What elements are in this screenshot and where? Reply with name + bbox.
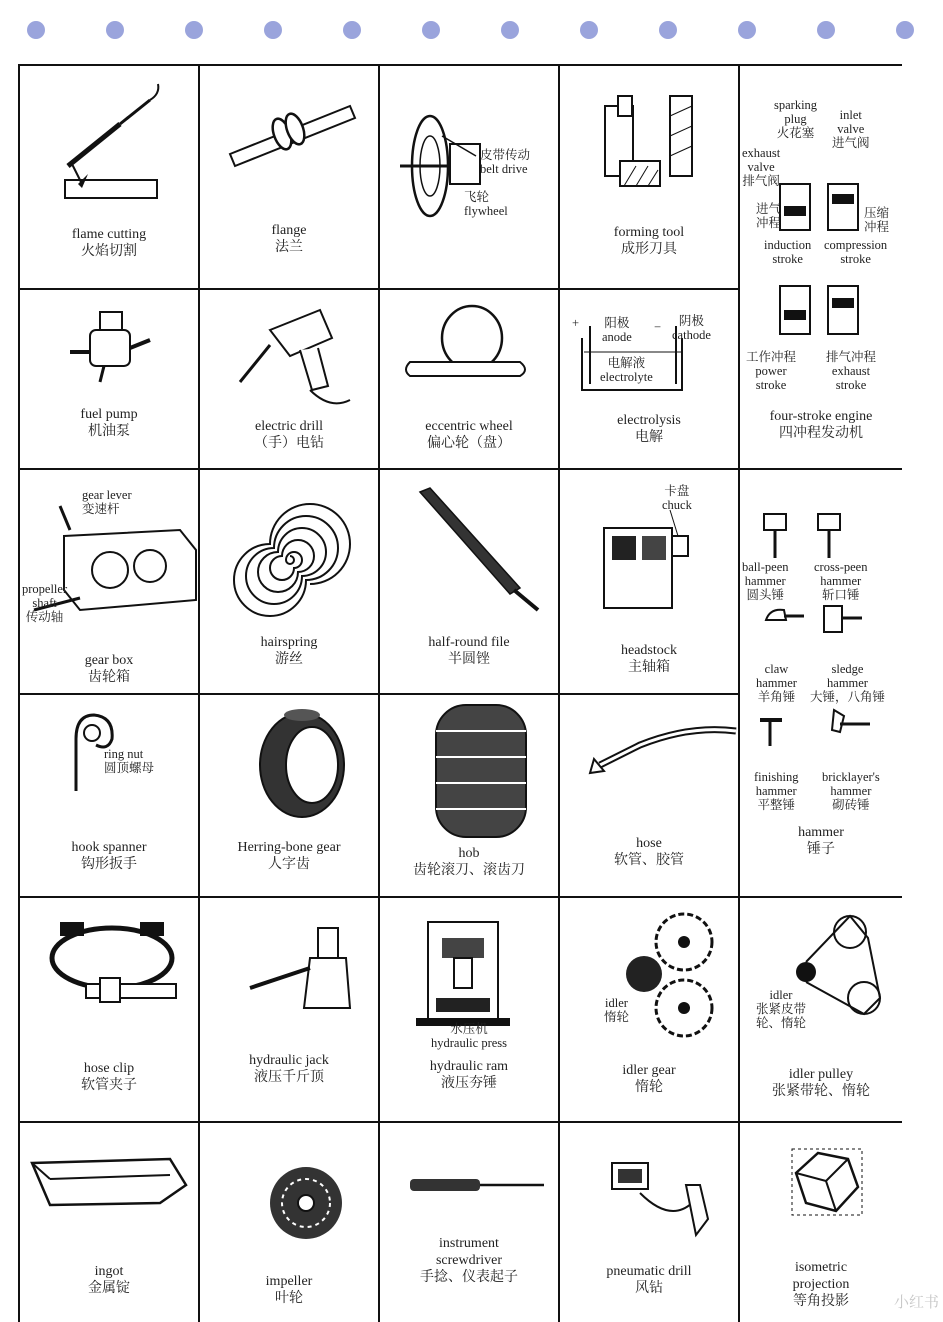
term-chinese: 锤子 xyxy=(807,842,835,857)
term-english: fuel pump xyxy=(80,407,138,422)
cell-flange xyxy=(200,66,378,288)
label-text: finishing xyxy=(754,770,799,784)
cell-headstock xyxy=(560,470,738,693)
label-text: 阴极 xyxy=(678,314,704,328)
cell-fuel-pump xyxy=(20,290,198,468)
cell-hose xyxy=(560,695,738,896)
binder-hole xyxy=(817,21,835,39)
term-chinese: 成形刀具 xyxy=(621,242,677,257)
cell-hob xyxy=(380,695,558,896)
label-text: 变速杆 xyxy=(82,502,120,516)
power-stroke-label xyxy=(746,350,796,392)
label-text: 电解液 xyxy=(607,356,646,370)
label-text: + xyxy=(572,316,580,330)
binder-hole xyxy=(659,21,677,39)
label-text: − xyxy=(654,320,662,334)
label-text: stroke xyxy=(840,252,871,266)
label-text: stroke xyxy=(835,378,867,392)
term-caption xyxy=(200,418,378,452)
term-english: idler pulley xyxy=(788,1067,854,1082)
label-text: 卡盘 xyxy=(664,484,690,498)
binder-hole xyxy=(896,21,914,39)
term-caption xyxy=(20,1263,198,1297)
term-chinese: 张紧带轮、惰轮 xyxy=(772,1084,870,1099)
ring-nut-label xyxy=(104,747,154,775)
term-chinese: （手）电钻 xyxy=(254,436,324,451)
label-text: exhaust xyxy=(742,146,781,160)
label-text: 压缩 xyxy=(864,206,890,220)
label-text: 进气 xyxy=(756,202,782,216)
term-chinese: 手捻、仪表起子 xyxy=(420,1270,518,1285)
term-english: half-round file xyxy=(428,635,510,650)
label-text: 大锤，八角锤 xyxy=(810,690,886,704)
term-caption xyxy=(740,824,902,858)
cell-eccentric-wheel xyxy=(380,290,558,468)
screwdriver-illustration xyxy=(380,1123,558,1322)
cell-herringbone-gear xyxy=(200,695,378,896)
label-text: hammer xyxy=(756,676,797,690)
term-chinese: 液压夯锤 xyxy=(441,1076,497,1091)
label-text: 斩口锤 xyxy=(821,588,860,602)
binder-hole xyxy=(264,21,282,39)
term-caption xyxy=(20,406,198,440)
binder-hole xyxy=(185,21,203,39)
sledge-hammer-label xyxy=(810,662,885,704)
label-text: sledge xyxy=(831,662,864,676)
cell-hose-clip xyxy=(20,898,198,1121)
compression-zh-label xyxy=(864,206,889,234)
label-text: 羊角锤 xyxy=(757,690,796,704)
compression-stroke-label xyxy=(824,238,887,266)
cell-flywheel xyxy=(380,66,558,288)
label-text: belt drive xyxy=(480,162,528,176)
exhaust-stroke-label xyxy=(826,350,876,392)
label-text: 排气阀 xyxy=(742,174,780,188)
term-caption xyxy=(740,1066,902,1100)
binder-hole xyxy=(106,21,124,39)
cell-hydraulic-press xyxy=(380,898,558,1121)
term-chinese: 齿轮箱 xyxy=(88,670,130,685)
term-caption xyxy=(20,1060,198,1094)
label-text: cross-peen xyxy=(814,560,868,574)
term-caption xyxy=(560,1062,738,1096)
claw-hammer-label xyxy=(756,662,797,704)
label-text: stroke xyxy=(772,252,803,266)
minus-sign xyxy=(654,320,661,334)
term-caption xyxy=(380,1058,558,1092)
term-chinese: 主轴箱 xyxy=(628,660,670,675)
term-chinese: 惰轮 xyxy=(635,1080,663,1095)
term-english: hammer xyxy=(798,825,844,840)
label-text: 进气阀 xyxy=(832,136,870,150)
term-english: hydraulic jack xyxy=(249,1053,329,1068)
label-text: 皮带传动 xyxy=(480,148,531,162)
term-chinese: 齿轮滚刀、滚齿刀 xyxy=(413,863,525,878)
hydraulic-jack-illustration xyxy=(200,898,378,1121)
label-text: 张紧皮带 xyxy=(756,1002,807,1016)
cell-electrolysis xyxy=(560,290,738,468)
cell-screwdriver xyxy=(380,1123,558,1322)
label-text: claw xyxy=(764,662,789,676)
label-text: electrolyte xyxy=(600,370,653,384)
label-text: sparking xyxy=(774,98,818,112)
gear-lever-label xyxy=(82,488,132,516)
term-chinese: 半圆锉 xyxy=(448,652,490,667)
label-text: 工作冲程 xyxy=(746,350,797,364)
cell-hammer xyxy=(740,470,902,896)
term-chinese: 法兰 xyxy=(275,240,303,255)
bricklayers-hammer-label xyxy=(822,770,880,812)
hydraulic-press-label xyxy=(380,1022,558,1050)
term-chinese: 机油泵 xyxy=(88,424,130,439)
plus-sign xyxy=(572,316,579,330)
term-caption xyxy=(380,845,558,879)
term-chinese: 人字齿 xyxy=(268,857,310,872)
label-text: cathode xyxy=(672,328,711,342)
belt-drive-label xyxy=(480,148,530,176)
inlet-valve-label xyxy=(832,108,870,150)
term-chinese: 火焰切割 xyxy=(81,244,137,259)
label-text: ring nut xyxy=(104,747,144,761)
term-english: projection xyxy=(792,1277,850,1292)
cell-half-round-file xyxy=(380,470,558,693)
term-chinese: 偏心轮（盘） xyxy=(427,436,511,451)
term-caption xyxy=(200,634,378,668)
label-text: 冲程 xyxy=(864,220,890,234)
term-chinese: 钩形扳手 xyxy=(81,857,137,872)
term-caption xyxy=(560,835,738,869)
term-english: isometric xyxy=(794,1260,848,1275)
label-text: 圆顶螺母 xyxy=(104,761,155,775)
term-english: hose clip xyxy=(83,1061,135,1076)
term-chinese: 软管、胶管 xyxy=(614,853,684,868)
term-caption xyxy=(200,1273,378,1307)
term-english: idler gear xyxy=(622,1063,676,1078)
label-text: stroke xyxy=(755,378,787,392)
term-english: pneumatic drill xyxy=(606,1264,692,1279)
label-text: 惰轮 xyxy=(604,1010,630,1024)
label-text: inlet xyxy=(839,108,862,122)
label-text: valve xyxy=(837,122,865,136)
label-text: hammer xyxy=(820,574,862,588)
cell-forming-tool xyxy=(560,66,738,288)
term-english: headstock xyxy=(621,643,677,658)
term-chinese: 软管夹子 xyxy=(81,1078,137,1093)
fuel-pump-illustration xyxy=(20,290,198,468)
term-caption xyxy=(20,839,198,873)
label-text: 传动轴 xyxy=(25,610,64,624)
label-text: 平整锤 xyxy=(757,798,795,812)
induction-zh-label xyxy=(756,202,781,230)
exhaust-valve-label xyxy=(742,146,780,188)
label-text: 火花塞 xyxy=(776,126,815,140)
term-chinese: 等角投影 xyxy=(793,1294,849,1309)
label-text: gear lever xyxy=(82,488,132,502)
term-english: hob xyxy=(458,846,480,861)
term-english: hydraulic ram xyxy=(429,1059,509,1074)
term-caption xyxy=(740,1259,902,1310)
term-caption xyxy=(200,1052,378,1086)
term-caption xyxy=(200,222,378,256)
term-chinese: 游丝 xyxy=(275,652,303,667)
label-text: 轮、惰轮 xyxy=(756,1016,807,1030)
binder-hole xyxy=(738,21,756,39)
cell-four-stroke-engine xyxy=(740,66,902,468)
term-caption xyxy=(200,839,378,873)
label-text: 砌砖锤 xyxy=(832,798,870,812)
term-chinese: 四冲程发动机 xyxy=(779,426,863,441)
term-english: flame cutting xyxy=(71,227,147,242)
binder-holes xyxy=(0,0,943,60)
cell-hairspring xyxy=(200,470,378,693)
label-text: 阳极 xyxy=(604,316,630,330)
cell-pneumatic-drill xyxy=(560,1123,738,1322)
term-english: electrolysis xyxy=(617,413,681,428)
label-text: ball-peen xyxy=(742,560,789,574)
term-english: hook spanner xyxy=(71,840,147,855)
label-text: hammer xyxy=(755,784,797,798)
cell-ingot xyxy=(20,1123,198,1322)
label-text: compression xyxy=(824,238,888,252)
label-text: anode xyxy=(602,330,632,344)
label-text: exhaust xyxy=(831,364,871,378)
term-english: flange xyxy=(271,223,307,238)
cathode-label xyxy=(672,314,711,342)
label-text: flywheel xyxy=(464,204,508,218)
cross-peen-label xyxy=(814,560,867,602)
term-chinese: 金属锭 xyxy=(88,1281,130,1296)
term-english: forming tool xyxy=(613,225,685,240)
ball-peen-label xyxy=(742,560,789,602)
cell-hydraulic-jack xyxy=(200,898,378,1121)
label-text: valve xyxy=(747,160,775,174)
anode-label xyxy=(602,316,632,344)
cell-isometric-projection xyxy=(740,1123,902,1322)
term-english: gear box xyxy=(84,653,134,668)
term-caption xyxy=(560,1263,738,1297)
term-caption xyxy=(20,652,198,686)
label-text: 排气冲程 xyxy=(826,350,877,364)
label-text: hammer xyxy=(830,784,872,798)
propeller-shaft-label xyxy=(22,582,67,624)
label-text: power xyxy=(755,364,787,378)
term-caption xyxy=(380,634,558,668)
binder-hole xyxy=(27,21,45,39)
cell-idler-gear xyxy=(560,898,738,1121)
electrolyte-label xyxy=(600,356,653,384)
induction-stroke-label xyxy=(764,238,811,266)
cell-flame-cutting xyxy=(20,66,198,288)
term-english: screwdriver xyxy=(435,1253,503,1268)
label-text: chuck xyxy=(662,498,692,512)
idler-pulley-label xyxy=(756,988,806,1030)
idler-label xyxy=(604,996,629,1024)
term-english: hose xyxy=(636,836,662,851)
binder-hole xyxy=(580,21,598,39)
chuck-label xyxy=(662,484,692,512)
cell-idler-pulley xyxy=(740,898,902,1121)
label-text: idler xyxy=(605,996,628,1010)
watermark: 小红书 xyxy=(893,1293,939,1311)
cell-impeller xyxy=(200,1123,378,1322)
label-text: hydraulic press xyxy=(430,1036,508,1050)
term-english: electric drill xyxy=(254,419,324,434)
term-english: hairspring xyxy=(260,635,318,650)
binder-hole xyxy=(343,21,361,39)
term-caption xyxy=(560,412,738,446)
term-chinese: 风钻 xyxy=(635,1281,663,1296)
term-chinese: 电解 xyxy=(635,430,663,445)
label-text: hammer xyxy=(827,676,868,690)
glossary-grid xyxy=(18,64,902,1322)
term-chinese: 叶轮 xyxy=(275,1291,303,1306)
term-english: Herring-bone gear xyxy=(237,840,341,855)
term-caption xyxy=(380,418,558,452)
term-english: ingot xyxy=(94,1264,124,1279)
term-english: instrument xyxy=(439,1236,499,1251)
cell-electric-drill xyxy=(200,290,378,468)
label-text: 水压机 xyxy=(450,1022,488,1036)
label-text: idler xyxy=(769,988,793,1002)
label-text: bricklayer's xyxy=(822,770,880,784)
cell-hook-spanner xyxy=(20,695,198,896)
binder-hole xyxy=(501,21,519,39)
label-text: propeller xyxy=(22,582,68,596)
term-english: four-stroke engine xyxy=(769,409,873,424)
term-english: impeller xyxy=(265,1274,313,1289)
term-caption xyxy=(740,408,902,442)
sparking-plug-label xyxy=(774,98,817,140)
finishing-hammer-label xyxy=(754,770,798,812)
label-text: plug xyxy=(784,112,807,126)
cell-gear-box xyxy=(20,470,198,693)
label-text: 冲程 xyxy=(756,216,782,230)
flywheel-label xyxy=(464,190,508,218)
label-text: hammer xyxy=(744,574,786,588)
term-caption xyxy=(380,1235,558,1286)
label-text: 圆头锤 xyxy=(746,588,785,602)
label-text: shaft xyxy=(32,596,57,610)
label-text: 飞轮 xyxy=(464,190,490,204)
term-chinese: 液压千斤顶 xyxy=(254,1070,324,1085)
term-caption xyxy=(20,226,198,260)
term-caption xyxy=(560,224,738,258)
label-text: induction xyxy=(764,238,812,252)
term-english: eccentric wheel xyxy=(425,419,513,434)
term-caption xyxy=(560,642,738,676)
binder-hole xyxy=(422,21,440,39)
flywheel-illustration xyxy=(380,66,558,288)
